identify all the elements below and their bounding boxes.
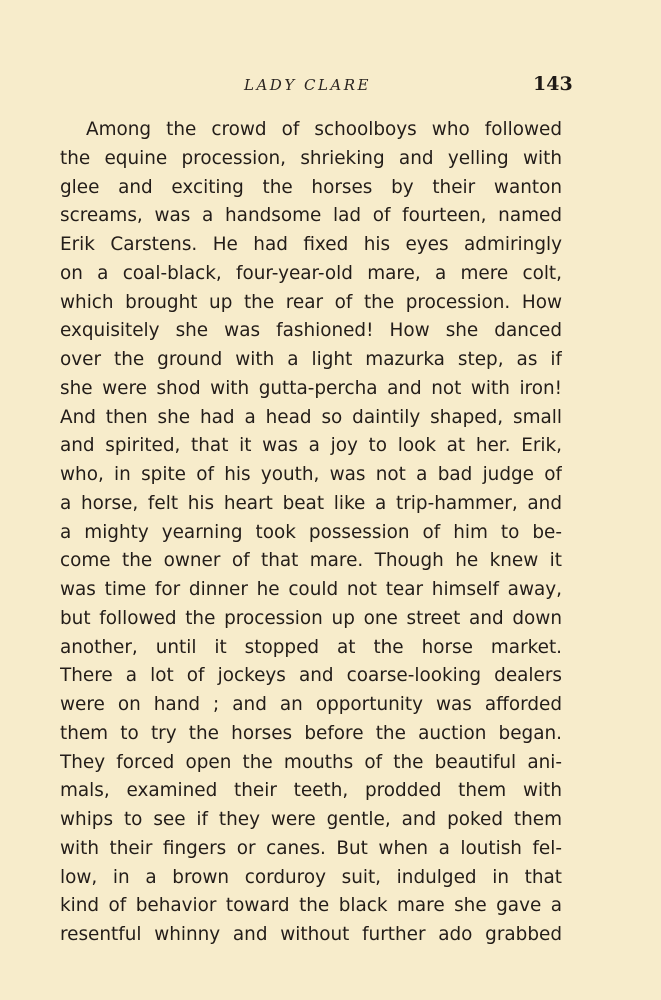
text-line: a horse, felt his heart beat like a trip-hammer, and [60,492,562,514]
running-header [0,73,661,100]
text-line: resentful whinny and without further ado grabbed [60,924,562,945]
text-line: Among the crowd of schoolboys who followed [86,119,562,140]
text-line: them to try the horses before the auction began. [60,722,562,744]
text-line: glee and exciting the horses by their wanton [60,176,562,198]
text-line: Erik Carstens. He had fixed his eyes admiringly [60,234,562,255]
page-number: 143 [533,73,573,95]
text-line: come the owner of that mare. Though he knew it [60,550,562,572]
text-line: and spirited, that it was a joy to look at her. Erik, [60,435,562,457]
text-line: over the ground with a light mazurka step, as if [60,349,562,370]
body-paragraph [60,116,562,950]
text-line: There a lot of jockeys and coarse-looking dealers [60,665,562,687]
text-line: And then she had a head so daintily shaped, small [60,406,562,428]
text-line: They forced open the mouths of the beautiful ani- [60,751,562,773]
text-line: whips to see if they were gentle, and poked them [60,809,562,830]
text-line: with their fingers or canes. But when a loutish fel- [60,837,562,859]
text-line: kind of behavior toward the black mare she gave a [60,895,562,917]
text-line: on a coal-black, four-year-old mare, a mere colt, [60,262,562,284]
running-title: LADY CLARE [244,76,372,94]
text-line: a mighty yearning took possession of him to be- [60,521,562,543]
text-line: low, in a brown corduroy suit, indulged in that [60,866,562,888]
text-line: another, until it stopped at the horse market. [60,636,562,658]
text-line: she were shod with gutta-percha and not with iron! [60,377,562,399]
text-line: but followed the procession up one street and down [60,607,562,629]
text-line: were on hand ; and an opportunity was afforded [60,694,562,715]
text-line: exquisitely she was fashioned! How she danced [60,320,562,342]
text-line: which brought up the rear of the procession. How [60,291,562,313]
text-line: was time for dinner he could not tear himself away, [60,579,562,600]
text-line: who, in spite of his youth, was not a bad judge of [60,464,562,485]
text-line: mals, examined their teeth, prodded them with [60,780,562,802]
text-line: the equine procession, shrieking and yelling with [60,147,562,169]
text-line: screams, was a handsome lad of fourteen, named [60,205,562,227]
